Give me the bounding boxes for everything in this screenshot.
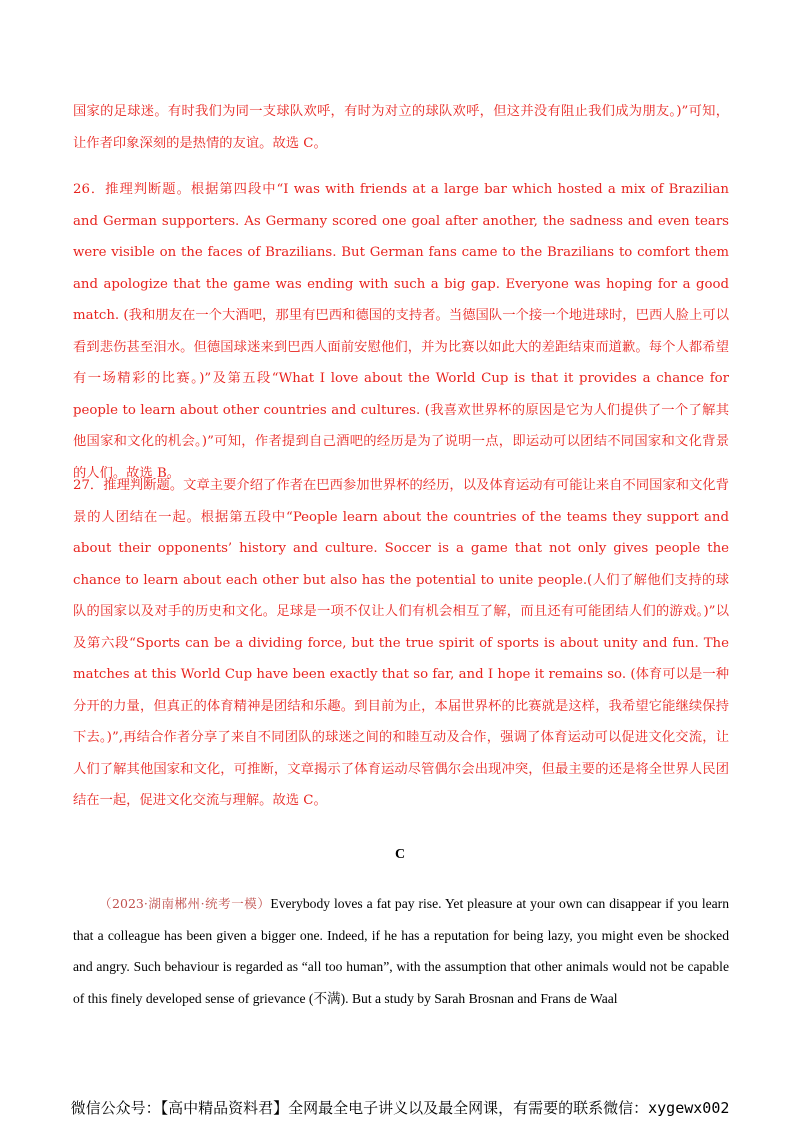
section-heading: C <box>394 847 406 862</box>
answer-explanation-26: 26．推理判断题。根据第四段中“I was with friends at a large bar which hosted a mix of Brazilian and German supporters. As Germany scored one goal after another, the sadness and even tears were visible on the faces of Brazilians. But German fans came to the Brazilians to comfort them and apologize that the game was ending with such a big gap. Everyone was hoping for a good match. (我和朋友在一个大酒吧，那里有巴西和德国的支持者。当德国队一个接一个地进球时，巴西人脸上可以看到悲伤甚至泪水。但德国球迷来到巴西人面前安慰他们，并为比赛以如此大的差距结束而道歉。每个人都希望有一场精彩的比赛。)”及第五段“What I love about the World Cup is that it provides a chance for people to learn about other countries and cultures. (我喜欢世界杯的原因是它为人们提供了一个了解其他国家和文化的机会。)”可知，作者提到自己酒吧的经历是为了说明一点，即运动可以团结不同国家和文化背景的人们。故选 B。 <box>73 182 729 481</box>
answer-explanation-continued: 国家的足球迷。有时我们为同一支球队欢呼，有时为对立的球队欢呼，但这并没有阻止我们成为朋友。)”可知，让作者印象深刻的是热情的友谊。故选 C。 <box>73 104 729 151</box>
footer-note: 微信公众号：【高中精品资料君】全网最全电子讲义以及最全网课，有需要的联系微信：xygewx002 <box>70 1099 730 1117</box>
passage-body: Everybody loves a fat pay rise. Yet pleasure at your own can disappear if you learn that a colleague has been given a bigger one. Indeed, if he has a reputation for being lazy, you might even be shocked and angry. Such behaviour is regarded as “all too human”, with the assumption that other animals would not be capable of this finely developed sense of grievance (不满). But a study by Sarah Brosnan and Frans de Waal <box>73 896 730 1006</box>
answer-explanation-27: 27．推理判断题。文章主要介绍了作者在巴西参加世界杯的经历，以及体育运动有可能让来自不同国家和文化背景的人团结在一起。根据第五段中“People learn about the countries of the teams they support and about their opponents’ history and culture. Soccer is a game that not only gives people the chance to learn about each other but also has the potential to unite people.(人们了解他们支持的球队的国家以及对手的历史和文化。足球是一项不仅让人们有机会相互了解，而且还有可能团结人们的游戏。)”以及第六段“Sports can be a dividing force, but the true spirit of sports is about unity and fun. The matches at this World Cup have been exactly that so far, and I hope it remains so. (体育可以是一种分开的力量，但真正的体育精神是团结和乐趣。到目前为止，本届世界杯的比赛就是这样，我希望它能继续保持下去。)”,再结合作者分享了来自不同团队的球迷之间的和睦互动及合作，强调了体育运动可以促进文化交流，让人们了解其他国家和文化，可推断，文章揭示了体育运动尽管偶尔会出现冲突，但最主要的还是将全世界人民团结在一起，促进文化交流与理解。故选 C。 <box>73 478 729 808</box>
passage-c-text <box>73 888 729 1014</box>
source-tag: （2023·湖南郴州·统考一模） <box>99 896 271 911</box>
